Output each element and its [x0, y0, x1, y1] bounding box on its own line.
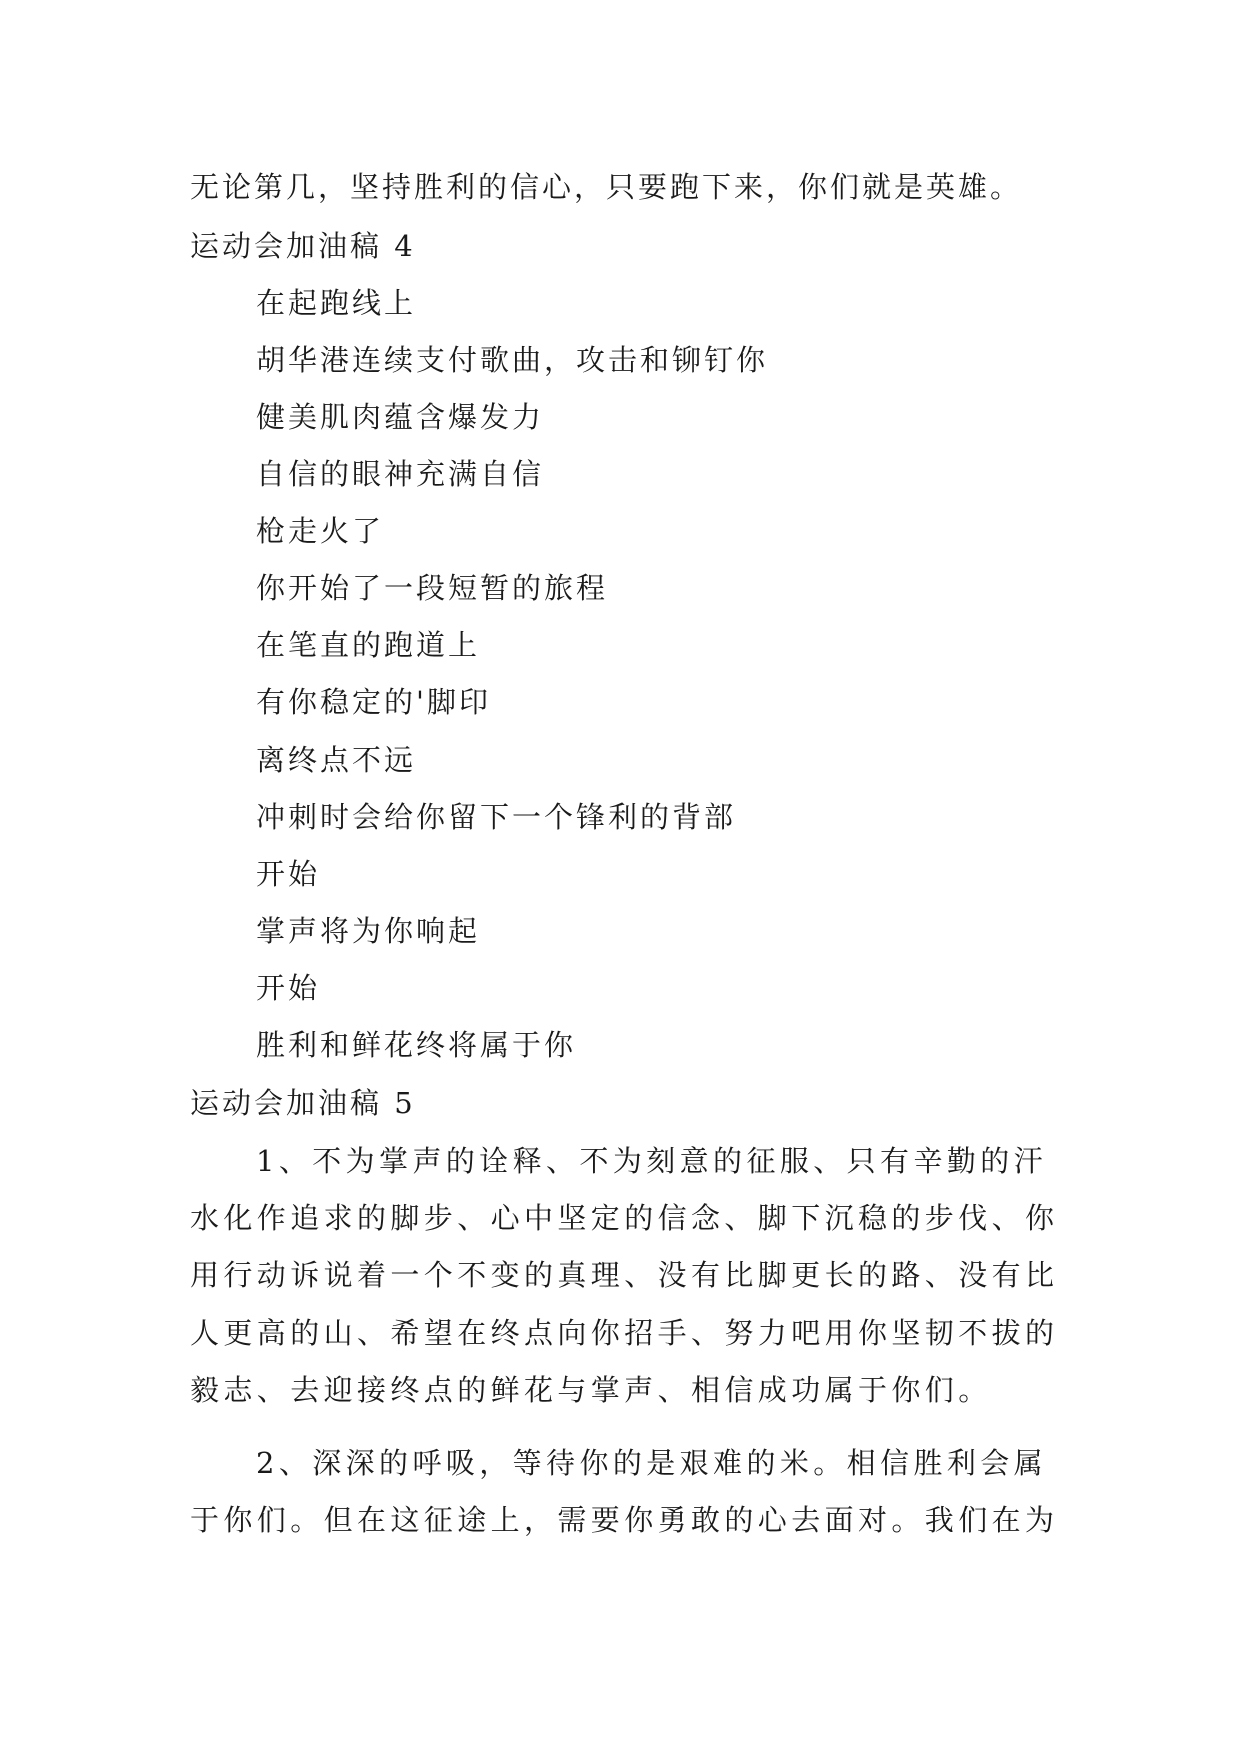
paragraph-line: 2、深深的呼吸，等待你的是艰难的米。相信胜利会属 [256, 1446, 1048, 1480]
poem-line: 枪走火了 [256, 514, 385, 548]
poem-line: 胡华港连续支付歌曲，攻击和铆钉你 [256, 343, 769, 377]
poem-line: 你开始了一段短暂的旅程 [256, 571, 609, 605]
paragraph-line: 毅志、去迎接终点的鲜花与掌声、相信成功属于你们。 [190, 1373, 992, 1407]
paragraph-line: 用行动诉说着一个不变的真理、没有比脚更长的路、没有比 [190, 1258, 1059, 1292]
poem-line: 在笔直的跑道上 [256, 628, 481, 662]
paragraph-line: 水化作追求的脚步、心中坚定的信念、脚下沉稳的步伐、你 [190, 1201, 1059, 1235]
paragraph-line: 人更高的山、希望在终点向你招手、努力吧用你坚韧不拔的 [190, 1316, 1059, 1350]
text-line-conclusion: 无论第几，坚持胜利的信心，只要跑下来，你们就是英雄。 [190, 170, 1023, 204]
poem-line: 自信的眼神充满自信 [256, 457, 545, 491]
poem-line: 冲刺时会给你留下一个锋利的背部 [256, 800, 737, 834]
poem-line: 健美肌肉蕴含爆发力 [256, 400, 545, 434]
poem-line: 掌声将为你响起 [256, 914, 481, 948]
poem-line: 离终点不远 [256, 743, 417, 777]
paragraph-line: 于你们。但在这征途上，需要你勇敢的心去面对。我们在为 [190, 1503, 1059, 1537]
poem-line: 有你稳定的'脚印 [256, 685, 491, 719]
section-heading-4: 运动会加油稿 4 [190, 229, 416, 263]
poem-line: 胜利和鲜花终将属于你 [256, 1028, 577, 1062]
section-heading-5: 运动会加油稿 5 [190, 1086, 416, 1120]
poem-line: 在起跑线上 [256, 286, 417, 320]
poem-line: 开始 [256, 971, 321, 1005]
poem-line: 开始 [256, 857, 321, 891]
paragraph-line: 1、不为掌声的诠释、不为刻意的征服、只有辛勤的汗 [256, 1144, 1048, 1178]
